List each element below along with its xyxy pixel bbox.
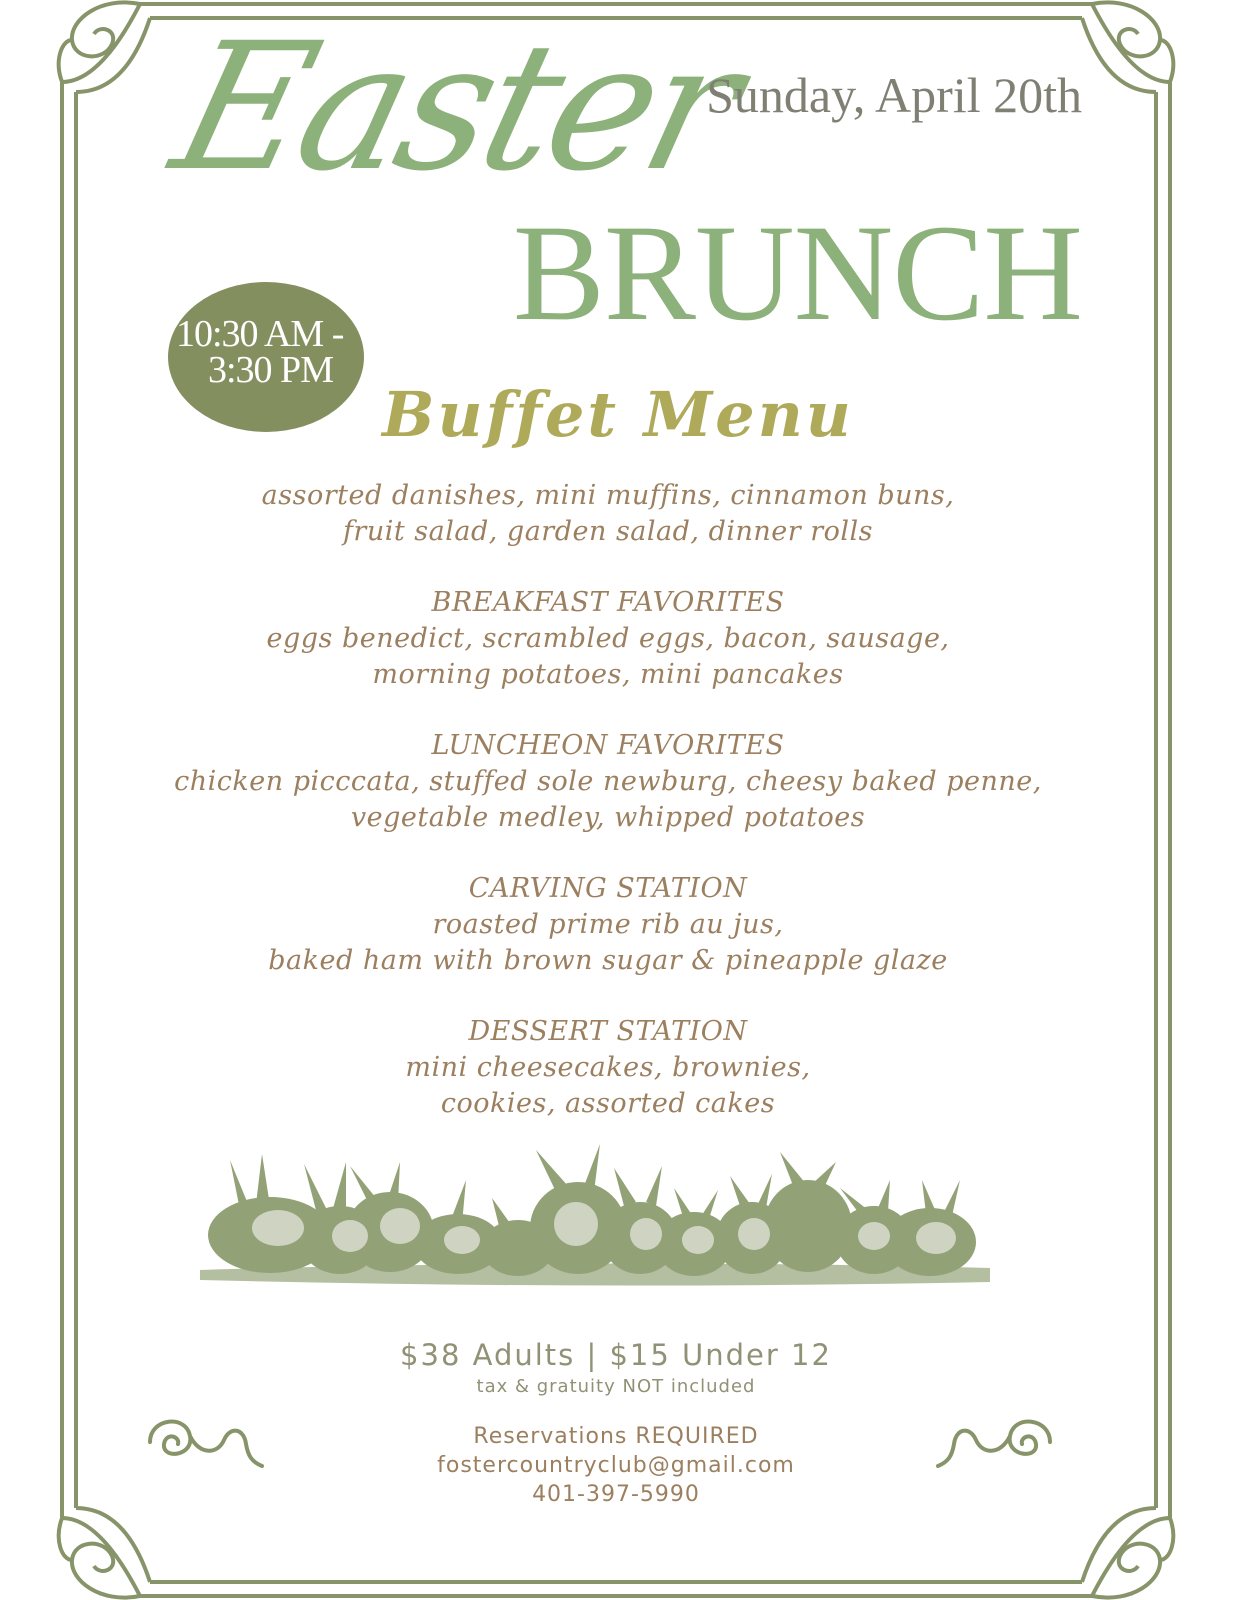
section-heading: DESSERT STATION bbox=[468, 1016, 748, 1047]
time-end: 3:30 PM bbox=[208, 349, 333, 391]
menu-title: Buffet Menu bbox=[382, 378, 854, 451]
menu-line: vegetable medley, whipped potatoes bbox=[350, 802, 866, 833]
event-date: Sunday, April 20th bbox=[706, 67, 1082, 123]
price-line: $38 Adults | $15 Under 12 bbox=[400, 1338, 832, 1372]
menu-intro bbox=[0, 478, 1216, 550]
menu-line: morning potatoes, mini pancakes bbox=[372, 659, 844, 690]
menu-section-luncheon bbox=[0, 728, 1216, 836]
section-heading: CARVING STATION bbox=[468, 873, 748, 904]
menu-section-carving bbox=[0, 871, 1216, 979]
menu-line: chicken picccata, stuffed sole newburg, cheesy baked penne, bbox=[174, 766, 1042, 797]
menu-section-breakfast bbox=[0, 585, 1216, 693]
menu-line: mini cheesecakes, brownies, bbox=[405, 1052, 811, 1083]
buffet-menu bbox=[0, 478, 1216, 1157]
time-start: 10:30 AM - bbox=[176, 313, 344, 355]
phone-number[interactable]: 401-397-5990 bbox=[532, 1482, 700, 1507]
title-brunch: BRUNCH bbox=[512, 196, 1082, 349]
menu-line: cookies, assorted cakes bbox=[440, 1088, 776, 1119]
contact-info bbox=[0, 1422, 1232, 1509]
section-heading: BREAKFAST FAVORITES bbox=[431, 587, 785, 618]
menu-section-dessert bbox=[0, 1014, 1216, 1122]
title-script-easter: Easter bbox=[156, 5, 755, 210]
menu-line: eggs benedict, scrambled eggs, bacon, sausage, bbox=[266, 623, 950, 654]
menu-line: assorted danishes, mini muffins, cinnamon buns, bbox=[261, 480, 955, 511]
menu-line: baked ham with brown sugar & pineapple glaze bbox=[268, 945, 948, 976]
tax-note: tax & gratuity NOT included bbox=[476, 1376, 756, 1397]
menu-line: fruit salad, garden salad, dinner rolls bbox=[342, 516, 874, 547]
reservations-note: Reservations REQUIRED bbox=[473, 1424, 759, 1449]
menu-line: roasted prime rib au jus, bbox=[432, 909, 784, 940]
bunnies-illustration bbox=[200, 1140, 990, 1320]
section-heading: LUNCHEON FAVORITES bbox=[431, 730, 785, 761]
email-link[interactable]: fostercountryclub@gmail.com bbox=[437, 1453, 795, 1478]
